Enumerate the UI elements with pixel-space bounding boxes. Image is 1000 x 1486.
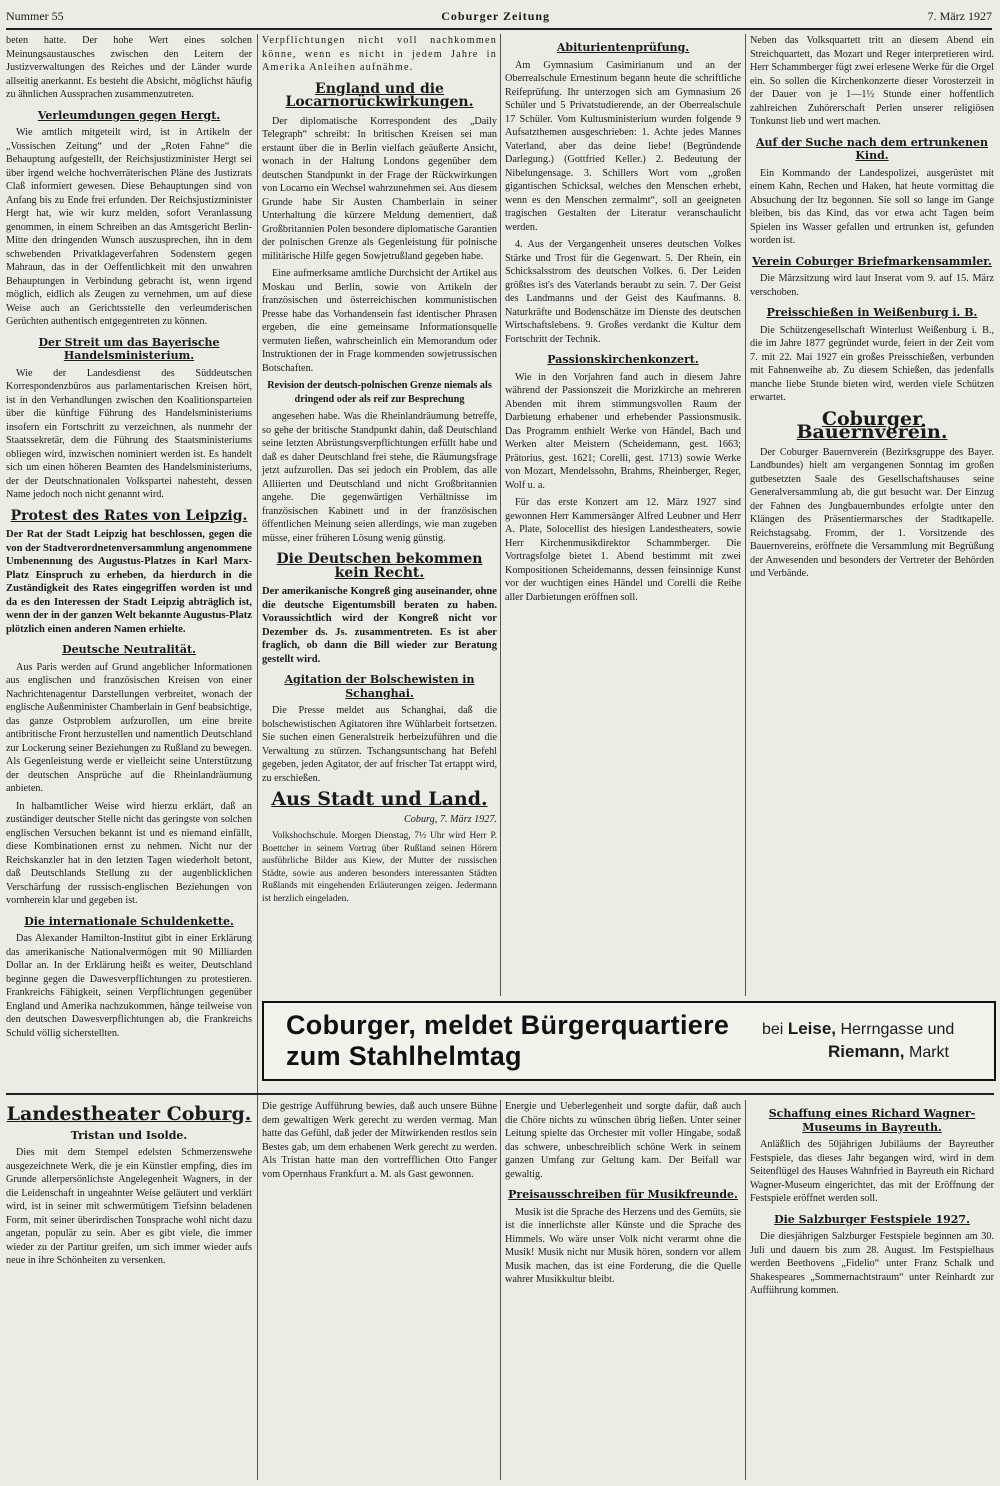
section-heading-bauern: Coburger Bauernverein. (796, 407, 948, 443)
column-rule (745, 34, 746, 996)
article-heading-protest: Protest des Rates von Leipzig. (10, 507, 248, 524)
article-text: Wie in den Vorjahren fand auch in diesem Jahre während der Passionszeit die Morizkirche an mehreren Abenden mit ihrem stimmungsvollen Raum der Darbietung erhabener und erhebender Passionsmusik. Das Programm enthielt Werke von Händel, Bach und Werken alter Meistern (Scheidemann, gest. 1663; Prätorius, gest. 1621; Corelli, gest. 1713) sowie Werke von Mozart, Mendelssohn, Brahms, Rheinberger, Reger, Wolf u. a. (505, 371, 741, 491)
section-heading-stadt: Aus Stadt und Land. (271, 788, 488, 810)
ad-bei: bei (762, 1021, 784, 1038)
article-heading-preisausschreiben: Preisausschreiben für Musikfreunde. (508, 1188, 738, 1201)
article-text: Der Coburger Bauernverein (Bezirksgruppe des Bayer. Landbundes) hielt am vergangenen Sonntag im großen gutbesetzten Saale des Gesellschaftshauses seine Generalversammlung ab, die gut besucht war. Der Einzug der Fahnen des Jungbauernbundes erfolgte unter den Klängen des Präsentiermarsches der Stadtkapelle. Reichstagsabg. Fromm, der 1. Vorsitzende des Bauernvereins, eröffnete die Versammlung mit Begrüßung der Anwesenden und besonders der Vertreter der Behörden und Verbände. (750, 446, 994, 579)
article-text: Dies mit dem Stempel edelsten Schmerzenswehe ausgezeichnete Werk, die je ein Künstler empfing, dies im Grunde allerpersönlichste Angelegenheit Wagners, in der die Leidenschaft in ungeahnter Weise geläutert und verklärt wird, ist in seiner mit schwermütigem Tiefsinn beladenen Form, mit seiner überirdischen Tonsprache wohl nicht dazu angetan, populär zu sein. Aber es gibt viele, die immer wieder zu der Partitur greifen, um sich immer wieder aufs neue in ihre Schönheiten zu versenken. (6, 1147, 252, 1266)
article-text: beten hatte. Der hohe Wert eines solchen Meinungsaustausches zwischen den Leitern der Justizverwaltungen des Reiches und der Länder wurde allseitig anerkannt. Es besteht die Absicht, möglichst häufig zu ähnlichen Aussprachen zusammenzutreten. (6, 35, 252, 100)
section-heading-theater: Landestheater Coburg. (6, 1103, 252, 1125)
ad-name-riemann: Riemann, (828, 1042, 905, 1061)
article-heading-preis: Preisschießen in Weißenburg i. B. (766, 306, 978, 319)
ad-address-2: Markt (908, 1044, 949, 1061)
ad-address-1: Herrngasse und (840, 1021, 955, 1038)
paper-title: Coburger Zeitung (441, 8, 551, 23)
bottom-column-4 (750, 1100, 994, 1480)
article-text: Wie der Landesdienst des Süddeutschen Korrespondenzbüros aus parlamentarischen Kreisen hört, ist in den Verhandlungen zwischen den Koalitionsparteien über die künftige Führung des Handelsministeriums insofern ein Fortschritt zu verzeichnen, als nunmehr der Staatssekretär, dem die Führung des Staatsministeriums obliegen wird, inzwischen nominiert werden ist. Es handelt sich um einen höheren Beamten des Handelsministeriums, der der Deutschnationalen Volkspartei nahesteht, dessen Name jedoch noch nicht genannt wird. (6, 367, 252, 500)
issue-date: 7. März 1927 (927, 8, 992, 23)
article-heading-neutralitaet: Deutsche Neutralität. (62, 643, 196, 656)
article-text: Die Schützengesellschaft Winterlust Weißenburg i. B., die im Jahre 1877 gegründet wurde, feiert in der Zeit vom 7. mit 22. Mai 1927 ein großes Preisschießen, verbunden mit Fahnenweihe ab. Zu diesem Schießen, das jedenfalls manche liebe Stunde bieten wird, werden viele Schützen erwartet. (750, 324, 994, 403)
article-text: Am Gymnasium Casimirianum und an der Oberrealschule Ernestinum begann heute die schriftliche Reifeprüfung. Ihr unterzogen sich am Gymnasium 26 Schüler und 5 Privatstudierende, an der Oberrealschule 17 Schüler. Vom Kultusministerium wurden folgende 9 Aufsatzthemen ausgeschrieben: 1. Achte jedes Mannes Vaterland, aber das deine liebe! (Begründende Darlegung.) (Gottfried Keller.) 2. Bedeutung der Nibelungensage. 3. Schillers Wort vom „großen gigantischen Schicksal, welches den Menschen erhebt, wenn es den Menschen zermalmt“, soll an geeigneten tragischen Gestalten der Literatur veranschaulicht werden. (505, 59, 741, 233)
column-rule (257, 1100, 258, 1480)
article-text: Die diesjährigen Salzburger Festspiele beginnen am 30. Juli und dauern bis zum 28. August. Im Festspielhaus werden Beethovens „Fidelio“ unter Franz Schalk und Shakespeares „Sommernachtstraum“ unter Reinhardt zur Aufführung kommen. (750, 1231, 994, 1296)
section-divider (6, 1093, 994, 1095)
article-text: In halbamtlicher Weise wird hierzu erklärt, daß an zuständiger deutscher Stelle nicht das geringste von solchen englischen Versuchen bekannt ist und es niemand einfällt, diese Kombinationen ernst zu nehmen. Nicht nur der Reichskanzler hat in den letzten Tagen wiederholt betont, daß Deutschlands Stellung zu der augenblicklichen Verschärfung der russisch-englischen Beziehungen von vornherein klar und gegeben ist. (6, 800, 252, 906)
article-heading-passion: Passionskirchenkonzert. (547, 353, 699, 366)
ad-name-leise: Leise, (787, 1019, 837, 1038)
article-text: Energie und Ueberlegenheit und sorgte dafür, daß auch die Chöre nichts zu wünschen übrig ließen. Unter seiner Leitung spielte das Orchester mit voller Hingabe, sodaß das schwere, unbeschreiblich schöne Werk in seinem ganzen Umfang zur Geltung kam. Der Beifall war gewaltig. (505, 1101, 741, 1180)
bottom-column-3 (505, 1100, 741, 1480)
article-text: Wie amtlich mitgeteilt wird, ist in Artikeln der „Vossischen Zeitung“ und der „Roten Fahne“ die Behauptung aufgestellt, der Reichsjustizminister Hergt sei über irgend welche hochverräterischen Pläne des Justizrats Claß informiert gewesen. Diese Behauptungen sind von Anfang bis zu Ende frei erfunden. Der Reichsjustizminister Hergt hat, wie wir kurz melden, sofort Veranlassung genommen, in einem Schreiben an das Amtsgericht Berlin-Mitte den dringenden Wunsch auszusprechen, ihn in dem schwebenden Privatklageverfahren Sodenstern gegen Mahraun, das in der Oeffentlichkeit mit den unwahren Behauptungen in Verbindung gebracht ist, wenn irgend möglich, eidlich als Zeugen zu vernehmen, um auf diese Weise auch an Gerichtsstelle den verleumderischen Gerüchten authentisch entgegentreten zu können. (6, 127, 252, 327)
article-lead: Der Rat der Stadt Leipzig hat beschlossen, gegen die von der Stadtverordnetenversammlung angenommene Umbenennung des Augustus-Platzes in Karl Marx-Platz Einspruch zu erheben, da hierdurch in die Zuständigkeit des Rates eingegriffen worden ist und da es den Interessen der Stadt Leipzig abträglich ist, wenn der in der ganzen Welt bekannte Augustus-Platz plötzlich einen anderen Namen erhielte. (6, 529, 252, 635)
article-text: Die Märzsitzung wird laut Inserat vom 9. auf 15. März verschoben. (750, 273, 994, 298)
issue-number: Nummer 55 (6, 8, 64, 23)
article-text: Die gestrige Aufführung bewies, daß auch unsere Bühne dem gewaltigen Werk gerecht zu werden vermag. Man hatte das Gefühl, daß jeder der Mitwirkenden restlos sein Bestes gab, um dem erhabenen Werk gerecht zu werden. Als Tristan hatte man den vortrefflichen Otto Fanger vom Opernhaus Frankfurt a. M. als Gast gewonnen. (262, 1101, 497, 1180)
article-text: Eine aufmerksame amtliche Durchsicht der Artikel aus Moskau und Berlin, sowie von Artikeln der französischen und österreichischen kommunistischen Presse habe das Vorhandensein fast identischer Phrasen ergeben, die eine gemeinsame Informationsquelle vermuten ließen, wahrscheinlich ein Memorandum oder Instruktionen der in Frage kommenden sowjetrussischen Botschaften. (262, 268, 497, 374)
article-heading-england: England und die Locarnorückwirkungen. (285, 80, 474, 110)
article-text: Volkshochschule. Morgen Dienstag, 7½ Uhr wird Herr P. Boettcher in seinem Vortrag über Rußland seinen Hörern ausführliche Bilder aus Kiew, der Mutter der russischen Städte, sowie aus anderen besonders interessanten Städten Rußlands mit eingehenden Erläuterungen zeigen. Jedermann ist herzlich eingeladen. (262, 831, 497, 904)
ad-headline (264, 1010, 756, 1072)
ad-headline-line-2: zum Stahlhelmtag (286, 1041, 522, 1071)
article-text: Das Alexander Hamilton-Institut gibt in einer Erklärung das amerikanische Nationalvermögen mit 90 Milliarden Dollar an. In der Erklärung heißt es weiter, Deutschland beginne gegen die Dawesverpflichtungen zu protestieren. Frankreichs Fähigkeit, seinen Verpflichtungen gegenüber England und Amerika nachzukommen, hänge teilweise von den deutschen Dawesverpflichtungen ab, die Frankreichs Schuld völlig sicherstellten. (6, 933, 252, 1039)
article-subheading-revision: Revision der deutsch-polnischen Grenze niemals als dringend oder als reif zur Besprechung (267, 380, 492, 405)
column-rule (257, 34, 258, 1124)
article-text: Der diplomatische Korrespondent des „Daily Telegraph“ schreibt: In britischen Kreisen sei man erstaunt über die in Berlin vielfach geäußerte Ansicht, wonach in der Haltung Londons gegenüber dem deutschen Standpunkt in der Frage der Rückwirkungen von Locarno ein Wechsel wahrzunehmen sei. Aus diesem Grunde habe Sir Austen Chamberlain in seiner Unterhaltung die kürzere Meldung dementiert, daß Großbritannien Polen besondere diplomatische Garantien der polnischen Grenze als Gegenleistung für polnische militärische Hilfe gegen Sowjetrußland gegeben habe. (262, 115, 497, 262)
article-heading-schuldenkette: Die internationale Schuldenkette. (24, 914, 234, 928)
article-text: Neben das Volksquartett tritt an diesem Abend ein Streichquartett, das Mozart und Reger interpretieren wird. Herr Schammberger fügt zwei erlesene Werke für die Orgel ein. So sollen die Kirchenkonzerte dieser Vorosterzeit in der Dauer von je 1—1½ Stunde einer hoffentlich zahlreichen Zuhörerschaft Perlen unserer religiösen Tonkunst lieb und wert machen. (750, 35, 994, 127)
article-heading-brief: Verein Coburger Briefmarkensammler. (752, 254, 992, 268)
article-heading-wagner: Schaffung eines Richard Wagner-Museums in Bayreuth. (768, 1107, 976, 1134)
article-heading-abitur: Abiturientenprüfung. (556, 41, 690, 54)
article-text: 4. Aus der Vergangenheit unseres deutschen Volkes Stärke und Trost für die Gegenwart. 5. Der Rhein, ein Schicksalsstrom des deutschen Volkes. 6. Der Leiden größtes ist's des Vaterlands beraubt zu sein. 7. Der Geist des Landmanns und der Geist des Kaufmanns. 8. Naturkräfte und Bodenschätze im Dienste des deutschen Wirtschaftslebens. 9. Großes verdankt die Kultur dem Fortschritt der Technik. (505, 239, 741, 345)
column-2 (262, 34, 497, 994)
article-text: Anläßlich des 50jährigen Jubiläums der Bayreuther Festspiele, das dieses Jahr begangen wird, wird in dem Seitenflügel des Hauses Wahnfried in Bayreuth ein Richard Wagner-Museum eingerichtet, das mit der Eröffnung der Festspiele eröffnet werden soll. (750, 1139, 994, 1204)
article-text: angesehen habe. Was die Rheinlandräumung betreffe, so gehe der britische Standpunkt dahin, daß Deutschland seine letzten Abrüstungsverpflichtungen erfüllt habe und daß es daher Deutschland frei stehe, die Räumungsfrage jetzt aufzurollen. Das sei jedoch ein Problem, das alle Alliierten und Deutschland und nicht Großbritannien angehe. Die gegenwärtigen Verhältnisse im französischen Kabinett und in der französischen öffentlichen Meinung seien allerdings, wie man zugeben müsse, einer früheren Lösung wenig günstig. (262, 411, 497, 544)
article-lead: Der amerikanische Kongreß ging auseinander, ohne die deutsche Eigentumsbill beraten zu haben. Voraussichtlich wird der Kongreß nicht vor Dezember ds. Js. zusammentreten. Es ist aber fraglich, ob dann die Bill wieder zur Beratung gestellt wird. (262, 586, 497, 665)
article-text: Die Presse meldet aus Schanghai, daß die bolschewistischen Agitatoren ihre Wühlarbeit fortsetzen. Sie suchen einen Generalstreik herbeizuführen und die Verwaltung zu stürzen. Tschangsuntschang hat Befehl gegeben, jeden Agitator, der auf frischer Tat ertappt wird, zu erschießen. (262, 705, 497, 784)
bottom-column-2 (262, 1100, 497, 1480)
article-heading-agitation: Agitation der Bolschewisten in Schanghai. (284, 673, 475, 700)
article-heading-verleumdungen: Verleumdungen gegen Hergt. (37, 108, 221, 122)
article-subheading-tristan: Tristan und Isolde. (70, 1128, 188, 1142)
article-heading-salzburg: Die Salzburger Festspiele 1927. (774, 1212, 970, 1226)
article-heading-recht: Die Deutschen bekommen kein Recht. (276, 551, 483, 581)
column-rule (745, 1100, 746, 1480)
column-rule (500, 1100, 501, 1480)
ad-headline-line-1: Coburger, meldet Bürgerquartiere (286, 1010, 730, 1040)
dateline: Coburg, 7. März 1927. (403, 813, 497, 825)
column-rule (500, 34, 501, 996)
bottom-column-1 (6, 1100, 252, 1480)
article-text: Musik ist die Sprache des Herzens und des Gemüts, sie ist die innerlichste aller Künste und die Sprache des Himmels. Wo wäre unser Volk nicht verarmt ohne die Musik! Musik nicht nur Musik hören, sondern vor allem Musik machen, das ist eine Forderung, die die Quelle wahrer Musikkultur bleibt. (505, 1206, 741, 1285)
article-text: Verpflichtungen nicht voll nachkommen könne, wenn es nicht in jedem Jahre in Amerika Anleihen aufnähme. (262, 35, 497, 73)
article-heading-streit: Der Streit um das Bayerische Handelsministerium. (38, 335, 220, 362)
article-text: Aus Paris werden auf Grund angeblicher Informationen aus englischen und französischen Kreisen von einer Nachrichtenagentur Darstellungen verbreitet, wonach der englische Außenminister Chamberlain in Genf beabsichtige, das ganze Ostproblem aufzurollen, um eine breite antibritische Front herzustellen und namentlich Deutschland zur Lockerung seiner Beziehungen zu Rußland zu bewegen. Als Gegenleistung werde er vielleicht seine Unterstützung der deutschen Ansprüche auf die Rheinlandräumung anbieten. (6, 661, 252, 794)
article-text: Für das erste Konzert am 12. März 1927 sind gewonnen Herr Kammersänger Alfred Leubner und Herr A. Plate, Solocellist des hiesigen Landestheaters, sowie Herr Kirchenmusikdirektor Schammberger. Die Vortragsfolge bietet 1. Abend bestimmt mit zwei Kompositionen Scheidemanns, dessen feinsinnige Kunst vor der wuchtigen eines Händel und Corelli die Reihe aller Darbietungen eröffnen soll. (505, 497, 741, 603)
article-text: Ein Kommando der Landespolizei, ausgerüstet mit einem Kahn, Rechen und Haken, hat heute vormittag die Absuchung der Itz begonnen. Sie soll so lange im Gange bleiben, bis das Kind, das vor etwa acht Tagen beim Spielen ins Wasser gefallen und ertrunken ist, gefunden worden ist. (750, 167, 994, 246)
column-1 (6, 34, 252, 1039)
ad-contacts (756, 1018, 954, 1064)
advertisement-buergerquartiere (262, 1001, 996, 1081)
masthead (6, 4, 992, 30)
column-3 (505, 34, 741, 994)
column-4 (750, 34, 994, 994)
article-heading-sucht: Auf der Suche nach dem ertrunkenen Kind. (756, 135, 988, 162)
